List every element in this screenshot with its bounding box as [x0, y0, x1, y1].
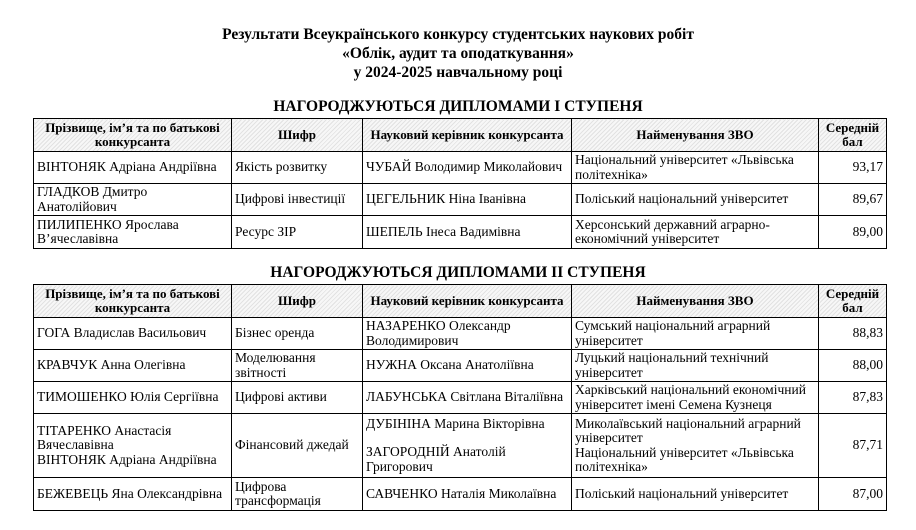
- institution-name: Харківський національний економічний університет імені Семена Кузнеця: [572, 382, 819, 414]
- average-score: 89,00: [819, 216, 887, 249]
- institution-name: Національний університет «Львівська політехніка»: [575, 444, 794, 474]
- institution-name: Сумський національний аграрний університет: [572, 318, 819, 350]
- work-code: Цифрові інвестиції: [232, 184, 363, 216]
- participant-name: ТИМОШЕНКО Юлія Сергіївна: [34, 382, 232, 414]
- column-header-name: Прізвище, ім’я та по батькові конкурсанта: [34, 119, 232, 152]
- institution-name: Луцький національний технічний університет: [572, 350, 819, 382]
- participant-name: КРАВЧУК Анна Олегівна: [34, 350, 232, 382]
- supervisor-name: ДУБІНІНА Марина Вікторівна: [366, 415, 545, 431]
- work-code: Моделювання звітності: [232, 350, 363, 382]
- column-header-supervisor: Науковий керівник конкурсанта: [363, 119, 572, 152]
- institution-name: Поліський національний університет: [572, 478, 819, 511]
- column-header-code: Шифр: [232, 285, 363, 318]
- table-row: [34, 184, 887, 216]
- supervisor-names: [363, 414, 572, 478]
- table-row: [34, 318, 887, 350]
- participant-name: ВІНТОНЯК Адріана Андріївна: [34, 152, 232, 184]
- participant-name: ГЛАДКОВ Дмитро Анатолійович: [34, 184, 232, 216]
- average-score: 87,00: [819, 478, 887, 511]
- results-table-1: [33, 118, 887, 249]
- average-score: 88,00: [819, 350, 887, 382]
- supervisor-name: ЦЕГЕЛЬНИК Ніна Іванівна: [363, 184, 572, 216]
- table-row: [34, 414, 887, 478]
- column-header-name: Прізвище, ім’я та по батькові конкурсанта: [34, 285, 232, 318]
- work-code: Бізнес оренда: [232, 318, 363, 350]
- work-code: Цифрова трансформація: [232, 478, 363, 511]
- institution-name: Поліський національний університет: [572, 184, 819, 216]
- work-code: Ресурс ЗІР: [232, 216, 363, 249]
- work-code: Цифрові активи: [232, 382, 363, 414]
- column-header-code: Шифр: [232, 119, 363, 152]
- document-title: [0, 25, 916, 82]
- column-header-institution: Найменування ЗВО: [572, 119, 819, 152]
- average-score: 87,71: [819, 414, 887, 478]
- supervisor-name: НАЗАРЕНКО Олександр Володимирович: [363, 318, 572, 350]
- participant-name: ТІТАРЕНКО Анастасія Вячеславівна: [37, 422, 172, 453]
- title-line-3: у 2024-2025 навчальному році: [353, 64, 563, 81]
- supervisor-name: ЗАГОРОДНІЙ Анатолій Григорович: [366, 444, 506, 474]
- institution-name: Миколаївський національний аграрний університет: [575, 415, 801, 445]
- participant-names: [34, 414, 232, 478]
- supervisor-name: САВЧЕНКО Наталія Миколаївна: [363, 478, 572, 511]
- column-header-score: Середній бал: [819, 285, 887, 318]
- average-score: 93,17: [819, 152, 887, 184]
- table-row: [34, 216, 887, 249]
- participant-name: БЕЖЕВЕЦЬ Яна Олександрівна: [34, 478, 232, 511]
- work-code: Фінансовий джедай: [232, 414, 363, 478]
- participant-name: ПИЛИПЕНКО Ярослава В’ячеславівна: [34, 216, 232, 249]
- column-header-institution: Найменування ЗВО: [572, 285, 819, 318]
- title-line-1: Результати Всеукраїнського конкурсу студентських наукових робіт: [222, 26, 694, 43]
- participant-name: ВІНТОНЯК Адріана Андріївна: [37, 451, 217, 467]
- work-code: Якість розвитку: [232, 152, 363, 184]
- section-2-heading: НАГОРОДЖУЮТЬСЯ ДИПЛОМАМИ ІІ СТУПЕНЯ: [270, 264, 646, 281]
- supervisor-name: ЧУБАЙ Володимир Миколайович: [363, 152, 572, 184]
- section-1-heading: НАГОРОДЖУЮТЬСЯ ДИПЛОМАМИ І СТУПЕНЯ: [273, 98, 643, 115]
- results-table-2: [33, 284, 887, 511]
- supervisor-name: ЛАБУНСЬКА Світлана Віталіївна: [363, 382, 572, 414]
- participant-name: ГОГА Владислав Васильович: [34, 318, 232, 350]
- column-header-supervisor: Науковий керівник конкурсанта: [363, 285, 572, 318]
- table-row: [34, 382, 887, 414]
- table-row: [34, 478, 887, 511]
- title-line-2: «Облік, аудит та оподаткування»: [342, 45, 574, 62]
- supervisor-name: ШЕПЕЛЬ Інеса Вадимівна: [363, 216, 572, 249]
- average-score: 89,67: [819, 184, 887, 216]
- table-header-row: [34, 285, 887, 318]
- table-row: [34, 152, 887, 184]
- average-score: 88,83: [819, 318, 887, 350]
- institution-name: Національний університет «Львівська політехніка»: [572, 152, 819, 184]
- column-header-score: Середній бал: [819, 119, 887, 152]
- supervisor-name: НУЖНА Оксана Анатоліївна: [363, 350, 572, 382]
- table-row: [34, 350, 887, 382]
- institution-name: Херсонський державний аграрно-економічний університет: [572, 216, 819, 249]
- table-header-row: [34, 119, 887, 152]
- institution-names: [572, 414, 819, 478]
- average-score: 87,83: [819, 382, 887, 414]
